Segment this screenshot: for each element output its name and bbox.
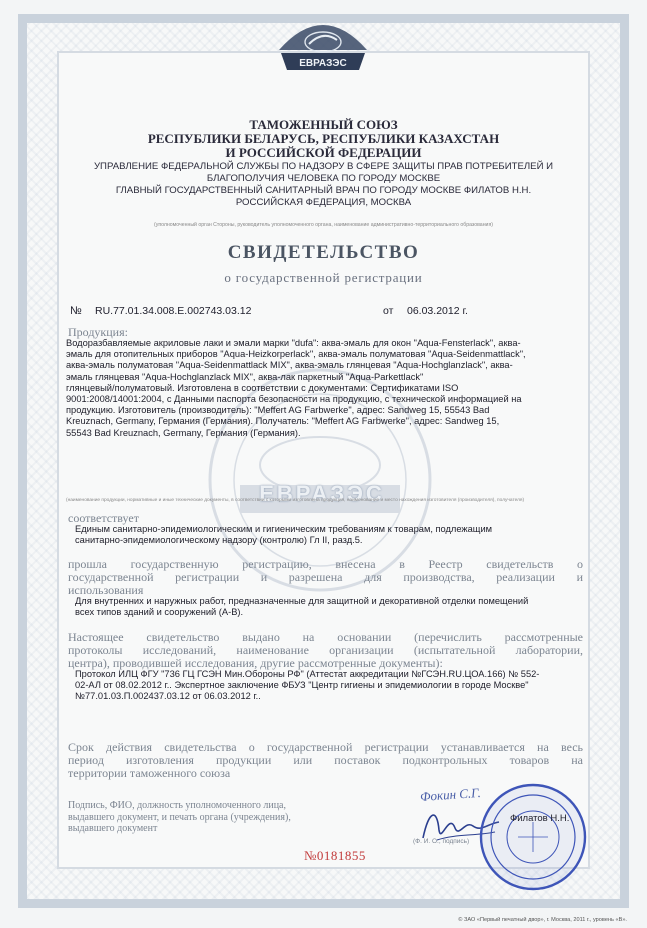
certificate-number: RU.77.01.34.008.Е.002743.03.12	[95, 305, 252, 317]
conformity-line: Единым санитарно-эпидемиологическим и гигиеническим требованиям к товарам, подлежащим	[75, 524, 493, 534]
official-seal-icon	[478, 782, 588, 892]
registration-line-2: государственной регистрации и разрешена для производства, реализации и	[68, 570, 583, 584]
name-stamp: Фокин С.Г.	[419, 784, 482, 805]
authority-line-3: ГЛАВНЫЙ ГОСУДАРСТВЕННЫЙ САНИТАРНЫЙ ВРАЧ ПО ГОРОДУ МОСКВЕ ФИЛАТОВ Н.Н.	[115, 185, 532, 196]
product-line: эмаль глянцевая "Aqua-Hochglanzlack MIX", аква-лак паркетный "Aqua-Parkettlack"	[66, 371, 424, 382]
authority-line-1: УПРАВЛЕНИЕ ФЕДЕРАЛЬНОЙ СЛУЖБЫ ПО НАДЗОРУ В СФЕРЕ ЗАЩИТЫ ПРАВ ПОТРЕБИТЕЛЕЙ И	[93, 161, 554, 172]
signature-caption	[68, 800, 291, 835]
protocol-line: 02-АЛ от 08.02.2012 г.. Экспертное заключение ФБУЗ "Центр гигиены и эпидемиологии в городе Москве"	[75, 680, 529, 691]
eurasec-emblem-icon	[273, 14, 373, 72]
union-line-1: ТАМОЖЕННЫЙ СОЮЗ	[249, 117, 398, 132]
usage-line: Для внутренних и наружных работ, предназначенные для защитной и декоративной отделки помещений	[75, 596, 529, 606]
authority-caption: (уполномоченный орган Стороны, руководитель уполномоченного органа, наименование административно-территориального образования)	[154, 222, 493, 228]
product-line: 9001:2008/14001:2004, с Данными паспорта безопасности на продукцию, с технической информацией на	[66, 394, 522, 405]
signature-caption-line: выдавшего документ	[68, 823, 158, 834]
fio-caption: (Ф. И. О., подпись)	[413, 838, 470, 845]
validity-line-3: территории таможенного союза	[68, 766, 231, 780]
date-label: от	[383, 305, 394, 317]
product-caption: (наименование продукции, нормативные и иные технические документы, в соответствии с которыми изготовлена продукция, наименование и место нахождения изготовителя (производителя), получателя)	[66, 498, 525, 503]
validity-line-1: Срок действия свидетельства о государственной регистрации устанавливается на весь	[68, 740, 583, 754]
conformity-text	[75, 524, 595, 546]
product-line: аква-эмаль полуматовая "Aqua-Seidenmattlack MIX", аква-эмаль глянцевая "Aqua-Hochglanzlack", аква-	[66, 360, 513, 371]
certificate-title: СВИДЕТЕЛЬСТВО	[227, 242, 420, 263]
protocol-text	[75, 669, 595, 703]
printer-footer: © ЗАО «Первый печатный двор», г. Москва, 2011 г., уровень «В».	[458, 917, 627, 923]
certificate-date: 06.03.2012 г.	[407, 305, 468, 317]
number-label: №	[70, 305, 82, 317]
registration-line-1: прошла государственную регистрацию, внесена в Реестр свидетельств о	[68, 557, 583, 571]
basis-line-3: центра), проводившей исследования, другие рассмотренные документы):	[68, 656, 443, 670]
union-line-2: РЕСПУБЛИКИ БЕЛАРУСЬ, РЕСПУБЛИКИ КАЗАХСТАН	[147, 131, 500, 146]
registration-line-3: использования	[68, 583, 144, 597]
signature-caption-line: выдавшего документ, и печать органа (учреждения),	[68, 811, 291, 823]
blank-number: №0181855	[304, 848, 366, 863]
signature-caption-line: Подпись, ФИО, должность уполномоченного лица,	[68, 800, 286, 811]
conformity-label: соответствует	[68, 511, 139, 525]
usage-line: всех типов зданий и сооружений (А-В).	[75, 607, 244, 618]
authority-line-2: БЛАГОПОЛУЧИЯ ЧЕЛОВЕКА ПО ГОРОДУ МОСКВЕ	[206, 173, 441, 184]
product-line: эмаль для отопительных приборов "Aqua-Heizkorperlack", аква-эмаль полуматовая "Aqua-Seidenmattlack",	[66, 349, 526, 360]
certificate-subtitle: о государственной регистрации	[224, 270, 423, 285]
product-description	[66, 338, 596, 439]
basis-line-2: протоколы исследований, наименование организации (испытательной лаборатории,	[68, 643, 583, 657]
product-line: глянцевый/полуматовый. Изготовлена в соответствии с документами: Сертификатами ISO	[66, 382, 459, 393]
basis-line-1: Настоящее свидетельство выдано на основании (перечислить рассмотренные	[68, 630, 583, 644]
product-label: Продукция:	[68, 325, 128, 339]
protocol-line: №77.01.03.П.002437.03.12 от 06.03.2012 г..	[75, 691, 261, 702]
product-line: 55543 Bad Kreuznach, Germany, Германия (Германия).	[66, 427, 301, 438]
signer-name: Филатов Н.Н.	[510, 813, 570, 824]
union-line-3: И РОССИЙСКОЙ ФЕДЕРАЦИИ	[225, 145, 422, 160]
protocol-line: Протокол ИЛЦ ФГУ "736 ГЦ ГСЭН Мин.Обороны РФ" (Аттестат аккредитации №ГСЭН.RU.ЦОА.166) № 552-	[75, 669, 540, 679]
usage-text	[75, 596, 595, 618]
watermark-text: ЕВРАЗЭС	[259, 481, 385, 506]
authority-line-4: РОССИЙСКАЯ ФЕДЕРАЦИЯ, МОСКВА	[235, 197, 412, 208]
product-line: продукцию. Изготовитель (производитель): "Meffert AG Farbwerke", адрес: Sandweg 15, 55543 Bad	[66, 405, 490, 416]
validity-line-2: период изготовления продукции или поставок подконтрольных товаров на	[68, 753, 583, 767]
emblem-text: ЕВРАЗЭС	[299, 58, 347, 69]
conformity-line: санитарно-эпидемиологическому надзору (контролю) Гл II, разд.5.	[75, 535, 363, 546]
product-line: Kreuznach, Germany, Германия (Германия). Получатель: "Meffert AG Farbwerke", адрес: Sandweg 15,	[66, 416, 500, 427]
product-line: Водоразбавляемые акриловые лаки и эмали марки "dufa": аква-эмаль для окон "Aqua-Fensterlack", аква-	[66, 338, 521, 348]
